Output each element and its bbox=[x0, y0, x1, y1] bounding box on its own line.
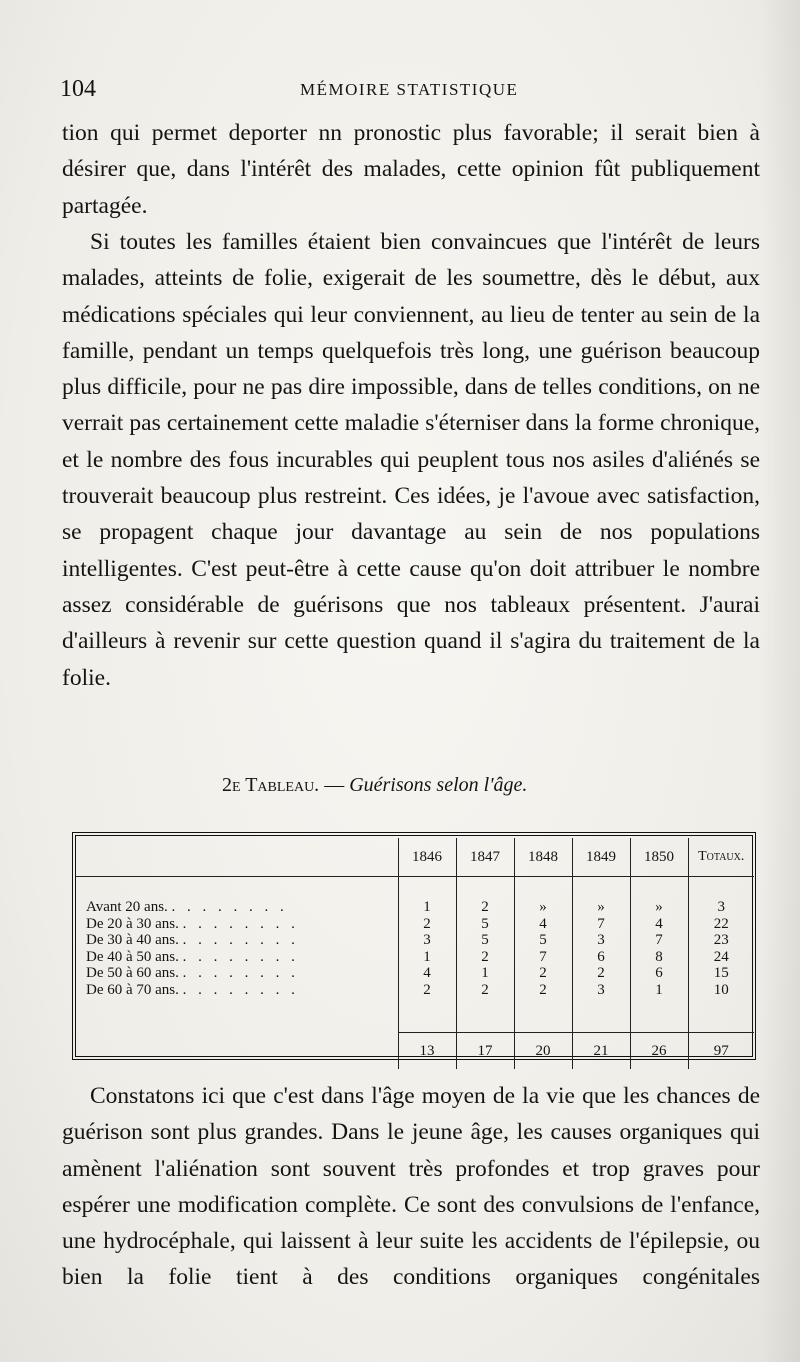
paragraph-1: tion qui permet deporter nn pronostic plus favorable; il serait bien à désirer que, dans l'intérêt des malades, cette opinion fût publiquement partagée. bbox=[62, 120, 760, 219]
column-header: 1846 bbox=[398, 838, 456, 877]
table-totals-row bbox=[76, 1033, 754, 1070]
table-cell: 2 bbox=[456, 899, 514, 916]
table-row bbox=[76, 982, 754, 999]
row-label: De 60 à 70 ans. . . . . . . . . bbox=[86, 981, 299, 998]
table-cell: 8 bbox=[630, 949, 688, 966]
table-cell-total: 24 bbox=[688, 949, 754, 966]
table-cell: » bbox=[572, 899, 630, 916]
table-cell-total: 10 bbox=[688, 982, 754, 999]
table-cell: 1 bbox=[398, 899, 456, 916]
total-cell: 20 bbox=[514, 1033, 572, 1070]
table-cell: 6 bbox=[572, 949, 630, 966]
table-cell: 7 bbox=[514, 949, 572, 966]
table-cell: 5 bbox=[456, 916, 514, 933]
table-cell: 2 bbox=[398, 916, 456, 933]
column-header-totals: Totaux. bbox=[688, 838, 754, 877]
row-label: De 50 à 60 ans. . . . . . . . . bbox=[86, 965, 299, 981]
table-cell: 2 bbox=[398, 982, 456, 999]
page-header bbox=[60, 76, 760, 106]
page-edge-shadow bbox=[760, 0, 800, 1362]
total-cell: 26 bbox=[630, 1033, 688, 1070]
table-caption-dash: — bbox=[319, 774, 350, 796]
page-number: 104 bbox=[60, 76, 96, 102]
table-cell-total: 3 bbox=[688, 899, 754, 916]
table-cell: 5 bbox=[514, 932, 572, 949]
total-cell: 21 bbox=[572, 1033, 630, 1070]
column-header: 1847 bbox=[456, 838, 514, 877]
table-cell: 4 bbox=[514, 916, 572, 933]
table-cell: 1 bbox=[630, 982, 688, 999]
table-cell-total: 23 bbox=[688, 932, 754, 949]
row-label: De 20 à 30 ans. . . . . . . . . bbox=[86, 915, 299, 932]
table-cell: 4 bbox=[398, 965, 456, 982]
table-row bbox=[76, 932, 754, 949]
total-cell: 17 bbox=[456, 1033, 514, 1070]
table-cell: 6 bbox=[630, 965, 688, 982]
table-row bbox=[76, 949, 754, 966]
paragraph-2-text: Si toutes les familles étaient bien convaincues que l'intérêt de leurs malades, atteints de folie, exigerait de les soumettre, dès le début, aux médications spéciales qui leur conviennent, au lieu de tenter au sein de la famille, pendant un temps quelquefois très long, une guérison beaucoup plus difficile, pour ne pas dire impossible, dans de telles conditions, on ne verrait pas certainement cette maladie s'éterniser dans la forme chronique, et le nombre des fous incurables qui peuplent tous nos asiles d'aliénés se trouverait beaucoup plus restreint. Ces idées, je l'avoue avec satisfaction, se propagent chaque jour davantage au sein de nos populations intelligentes. C'est peut-être à cette cause qu'on doit attribuer le nombre assez considérable de guérisons que nos tableaux présentent. J'aurai d'ailleurs à revenir sur cette question quand il s'agira du traitement de la folie. bbox=[62, 229, 760, 691]
table-cell: 2 bbox=[514, 965, 572, 982]
table-caption-title: Guérisons selon l'âge. bbox=[349, 774, 528, 796]
table-cell: 3 bbox=[398, 932, 456, 949]
table-cell: 1 bbox=[398, 949, 456, 966]
table-cell: 4 bbox=[630, 916, 688, 933]
table-cell: 2 bbox=[456, 982, 514, 999]
table-spacer-row bbox=[76, 877, 754, 900]
table-cell: 3 bbox=[572, 982, 630, 999]
table-cell: 7 bbox=[572, 916, 630, 933]
table-row bbox=[76, 899, 754, 916]
paragraph-3-text: Constatons ici que c'est dans l'âge moyen de la vie que les chances de guérison sont plus grandes. Dans le jeune âge, les causes organiques qui amènent l'aliénation sont souvent très profondes et trop graves pour espérer une modification complète. Ce sont des convulsions de l'enfance, une hydrocéphale, qui laissent à leur suite les accidents de l'épilepsie, ou bien la folie tient à des conditions organiques congénitales bbox=[62, 1083, 760, 1291]
table-cell: 3 bbox=[572, 932, 630, 949]
table-header-blank bbox=[76, 838, 398, 877]
column-header: 1849 bbox=[572, 838, 630, 877]
running-title: MÉMOIRE STATISTIQUE bbox=[300, 80, 519, 99]
table-cell-total: 22 bbox=[688, 916, 754, 933]
paragraph-2 bbox=[62, 224, 760, 696]
table-caption-number: 2e Tableau. bbox=[222, 774, 320, 796]
table-caption bbox=[222, 774, 527, 797]
table-row bbox=[76, 965, 754, 982]
table-cell: 7 bbox=[630, 932, 688, 949]
table-cell: 2 bbox=[456, 949, 514, 966]
table-cell: 2 bbox=[572, 965, 630, 982]
grand-total-cell: 97 bbox=[688, 1033, 754, 1070]
table-cell: 1 bbox=[456, 965, 514, 982]
table-cell-total: 15 bbox=[688, 965, 754, 982]
table-cell: » bbox=[514, 899, 572, 916]
total-cell: 13 bbox=[398, 1033, 456, 1070]
table-cell: » bbox=[630, 899, 688, 916]
column-header: 1850 bbox=[630, 838, 688, 877]
table-cell: 2 bbox=[514, 982, 572, 999]
table-spacer-row bbox=[76, 998, 754, 1033]
column-header: 1848 bbox=[514, 838, 572, 877]
table-cell: 5 bbox=[456, 932, 514, 949]
row-label: Avant 20 ans. . . . . . . . . bbox=[86, 899, 288, 915]
row-label: De 30 à 40 ans. . . . . . . . . bbox=[86, 932, 299, 948]
statistics-table bbox=[76, 838, 754, 1069]
paragraph-3 bbox=[62, 1078, 760, 1296]
table-row bbox=[76, 916, 754, 933]
row-label: De 40 à 50 ans. . . . . . . . . bbox=[86, 948, 299, 965]
table-header-row bbox=[76, 838, 754, 877]
